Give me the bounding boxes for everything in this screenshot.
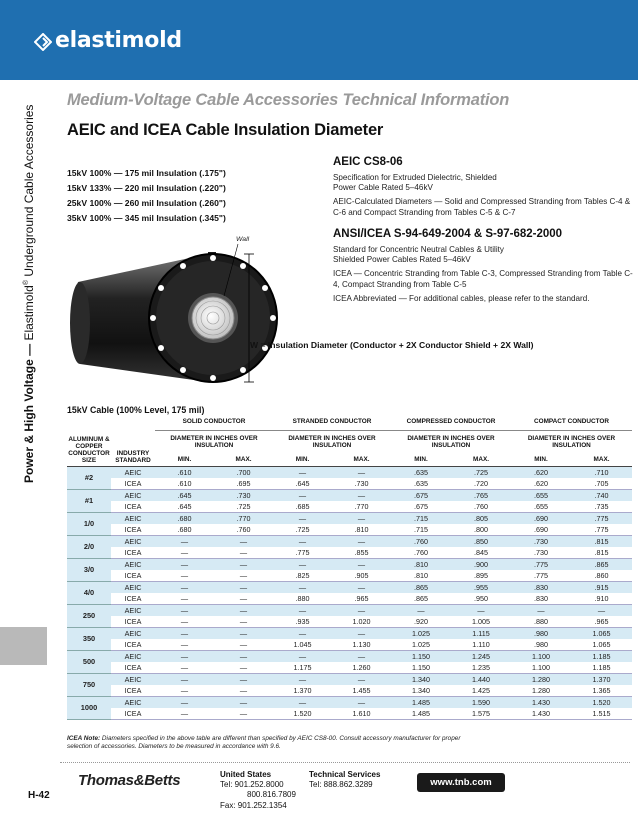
- icea-note: [67, 735, 487, 751]
- value-cell: 1.020: [332, 616, 391, 628]
- conductor-size-cell: 1/0: [67, 512, 111, 535]
- section-tab: [0, 627, 47, 665]
- table-row: [67, 547, 632, 559]
- value-cell: 1.150: [391, 650, 451, 662]
- diameter-subheader: DIAMETER IN INCHES OVER INSULATION: [527, 435, 616, 450]
- table-row: [67, 501, 632, 513]
- value-cell: —: [214, 627, 273, 639]
- value-cell: —: [332, 627, 391, 639]
- icea-title: ANSI/ICEA S-94-649-2004 & S-97-682-2000: [333, 228, 563, 240]
- standard-cell: AEIC: [111, 627, 155, 639]
- value-cell: 1.245: [451, 650, 511, 662]
- value-cell: .880: [511, 616, 571, 628]
- value-cell: —: [214, 558, 273, 570]
- value-cell: —: [273, 673, 332, 685]
- value-cell: .610: [155, 466, 214, 478]
- value-cell: 1.515: [571, 708, 632, 720]
- value-cell: 1.260: [332, 662, 391, 674]
- value-cell: .725: [214, 501, 273, 513]
- value-cell: —: [155, 708, 214, 720]
- value-cell: —: [214, 708, 273, 720]
- value-cell: —: [155, 696, 214, 708]
- table-row: [67, 478, 632, 490]
- value-cell: .680: [155, 524, 214, 536]
- standard-cell: ICEA: [111, 524, 155, 536]
- value-cell: .645: [155, 501, 214, 513]
- value-cell: .865: [391, 581, 451, 593]
- value-cell: .635: [391, 478, 451, 490]
- table-row: [67, 489, 632, 501]
- icea-spec: [333, 228, 633, 308]
- value-cell: —: [155, 581, 214, 593]
- us-fax: Fax: 901.252.1354: [220, 800, 287, 810]
- value-cell: .675: [391, 501, 451, 513]
- value-cell: .690: [511, 512, 571, 524]
- table-row: [67, 466, 632, 478]
- conductor-size-cell: 500: [67, 650, 111, 673]
- elastimold-logo: [34, 28, 182, 53]
- value-cell: .730: [511, 535, 571, 547]
- value-cell: —: [332, 558, 391, 570]
- value-cell: .980: [511, 639, 571, 651]
- insulation-item: 25kV 100% — 260 mil Insulation (.260"): [67, 198, 226, 208]
- value-cell: —: [214, 673, 273, 685]
- value-cell: .710: [571, 466, 632, 478]
- value-cell: —: [214, 696, 273, 708]
- value-cell: —: [214, 639, 273, 651]
- icea-abbrev: ICEA Abbreviated — For additional cables, please refer to the standard.: [333, 293, 590, 303]
- icea-calc: ICEA — Concentric Stranding from Table C-3, Compressed Stranding from Table C-4, Compact Stranding from Table C-5: [333, 269, 633, 289]
- min-header: MIN.: [155, 454, 214, 466]
- standard-cell: AEIC: [111, 581, 155, 593]
- conductor-size-cell: 3/0: [67, 558, 111, 581]
- value-cell: 1.370: [571, 673, 632, 685]
- value-cell: 1.130: [332, 639, 391, 651]
- value-cell: 1.235: [451, 662, 511, 674]
- value-cell: 1.065: [571, 627, 632, 639]
- value-cell: —: [332, 535, 391, 547]
- value-cell: 1.280: [511, 673, 571, 685]
- value-cell: —: [155, 547, 214, 559]
- standard-cell: ICEA: [111, 570, 155, 582]
- value-cell: —: [214, 547, 273, 559]
- value-cell: —: [273, 466, 332, 478]
- value-cell: —: [155, 570, 214, 582]
- insulation-item: 15kV 133% — 220 mil Insulation (.220"): [67, 183, 226, 193]
- value-cell: —: [332, 696, 391, 708]
- value-cell: .730: [511, 547, 571, 559]
- value-cell: .760: [214, 524, 273, 536]
- value-cell: —: [273, 604, 332, 616]
- value-cell: .895: [451, 570, 511, 582]
- diameter-subheader: DIAMETER IN INCHES OVER INSULATION: [288, 435, 376, 450]
- us-contact: [220, 770, 296, 811]
- value-cell: —: [332, 489, 391, 501]
- conductor-size-cell: 2/0: [67, 535, 111, 558]
- value-cell: 1.100: [511, 650, 571, 662]
- value-cell: —: [214, 581, 273, 593]
- diameter-table: [67, 414, 632, 720]
- value-cell: .680: [155, 512, 214, 524]
- value-cell: —: [155, 535, 214, 547]
- table-row: [67, 627, 632, 639]
- value-cell: —: [155, 558, 214, 570]
- value-cell: 1.485: [391, 708, 451, 720]
- value-cell: .855: [332, 547, 391, 559]
- value-cell: 1.185: [571, 650, 632, 662]
- conductor-size-cell: 350: [67, 627, 111, 650]
- value-cell: .775: [571, 512, 632, 524]
- value-cell: —: [214, 616, 273, 628]
- min-header: MIN.: [511, 454, 571, 466]
- value-cell: .800: [451, 524, 511, 536]
- value-cell: 1.575: [451, 708, 511, 720]
- value-cell: —: [155, 685, 214, 697]
- icea-desc: Standard for Concentric Neutral Cables & Utility Shielded Power Cables Rated 5–46kV: [333, 245, 504, 265]
- value-cell: .775: [273, 547, 332, 559]
- value-cell: —: [511, 604, 571, 616]
- standard-cell: ICEA: [111, 478, 155, 490]
- insulation-list: [67, 166, 226, 226]
- value-cell: —: [214, 570, 273, 582]
- value-cell: .775: [571, 524, 632, 536]
- insulation-item: 15kV 100% — 175 mil Insulation (.175"): [67, 168, 226, 178]
- table-title: 15kV Cable (100% Level, 175 mil): [67, 405, 205, 415]
- value-cell: .830: [511, 593, 571, 605]
- value-cell: 1.455: [332, 685, 391, 697]
- standard-cell: AEIC: [111, 604, 155, 616]
- value-cell: .980: [511, 627, 571, 639]
- blank-header: [111, 414, 155, 430]
- standard-cell: AEIC: [111, 535, 155, 547]
- standard-cell: AEIC: [111, 696, 155, 708]
- value-cell: 1.175: [273, 662, 332, 674]
- max-header: MAX.: [214, 454, 273, 466]
- standard-header: INDUSTRY STANDARD: [111, 430, 155, 466]
- value-cell: .815: [571, 547, 632, 559]
- standard-cell: ICEA: [111, 593, 155, 605]
- value-cell: 1.520: [273, 708, 332, 720]
- cable-cross-section-illustration: [58, 232, 358, 402]
- value-cell: .950: [451, 593, 511, 605]
- us-tel: Tel: 901.252.8000: [220, 780, 284, 790]
- value-cell: .695: [214, 478, 273, 490]
- insulation-item: 35kV 100% — 345 mil Insulation (.345"): [67, 213, 226, 223]
- value-cell: .775: [511, 558, 571, 570]
- value-cell: 1.025: [391, 627, 451, 639]
- aeic-spec: [333, 156, 633, 222]
- max-header: MAX.: [451, 454, 511, 466]
- value-cell: .610: [155, 478, 214, 490]
- value-cell: —: [391, 604, 451, 616]
- standard-cell: ICEA: [111, 547, 155, 559]
- value-cell: —: [332, 466, 391, 478]
- value-cell: .620: [511, 478, 571, 490]
- value-cell: 1.430: [511, 696, 571, 708]
- group-header-compressed: COMPRESSED CONDUCTOR: [391, 414, 511, 430]
- value-cell: .805: [451, 512, 511, 524]
- value-cell: .965: [571, 616, 632, 628]
- value-cell: .760: [451, 501, 511, 513]
- value-cell: —: [155, 639, 214, 651]
- side-brand: Elastimold: [22, 285, 36, 341]
- value-cell: .715: [391, 524, 451, 536]
- value-cell: 1.005: [451, 616, 511, 628]
- table-row: [67, 581, 632, 593]
- value-cell: .860: [571, 570, 632, 582]
- value-cell: —: [155, 593, 214, 605]
- max-header: MAX.: [571, 454, 632, 466]
- diameter-subheader: DIAMETER IN INCHES OVER INSULATION: [407, 435, 495, 450]
- value-cell: —: [332, 512, 391, 524]
- value-cell: 1.100: [511, 662, 571, 674]
- value-cell: .810: [332, 524, 391, 536]
- value-cell: .705: [571, 478, 632, 490]
- blank-header: [67, 414, 111, 430]
- value-cell: .730: [332, 478, 391, 490]
- value-cell: .700: [214, 466, 273, 478]
- table-row: [67, 685, 632, 697]
- value-cell: 1.025: [391, 639, 451, 651]
- value-cell: —: [155, 616, 214, 628]
- elastimold-diamond-icon: [34, 32, 52, 50]
- standard-cell: AEIC: [111, 512, 155, 524]
- value-cell: .735: [571, 501, 632, 513]
- value-cell: —: [273, 581, 332, 593]
- table-row: [67, 535, 632, 547]
- value-cell: 1.115: [451, 627, 511, 639]
- value-cell: .760: [391, 547, 451, 559]
- group-header-compact: COMPACT CONDUCTOR: [511, 414, 632, 430]
- conductor-size-cell: 1000: [67, 696, 111, 719]
- value-cell: .740: [571, 489, 632, 501]
- value-cell: .815: [571, 535, 632, 547]
- value-cell: .635: [391, 466, 451, 478]
- page-title: AEIC and ICEA Cable Insulation Diameter: [67, 121, 384, 139]
- value-cell: —: [332, 673, 391, 685]
- value-cell: .620: [511, 466, 571, 478]
- value-cell: 1.430: [511, 708, 571, 720]
- value-cell: .830: [511, 581, 571, 593]
- table-row: [67, 593, 632, 605]
- standard-cell: ICEA: [111, 639, 155, 651]
- value-cell: .900: [451, 558, 511, 570]
- value-cell: 1.340: [391, 685, 451, 697]
- value-cell: —: [155, 604, 214, 616]
- value-cell: .880: [273, 593, 332, 605]
- standard-cell: ICEA: [111, 685, 155, 697]
- value-cell: 1.485: [391, 696, 451, 708]
- table-row: [67, 558, 632, 570]
- conductor-size-cell: #1: [67, 489, 111, 512]
- value-cell: —: [273, 696, 332, 708]
- value-cell: —: [214, 650, 273, 662]
- value-cell: .865: [391, 593, 451, 605]
- side-tail: Underground Cable Accessories: [22, 104, 36, 280]
- value-cell: .645: [273, 478, 332, 490]
- value-cell: —: [273, 535, 332, 547]
- min-header: MIN.: [273, 454, 332, 466]
- value-cell: —: [332, 650, 391, 662]
- value-cell: .760: [391, 535, 451, 547]
- min-header: MIN.: [391, 454, 451, 466]
- value-cell: .810: [391, 558, 451, 570]
- brand-name: elastimold: [55, 28, 182, 53]
- value-cell: 1.110: [451, 639, 511, 651]
- value-cell: .655: [511, 489, 571, 501]
- page-number: H-42: [28, 790, 50, 801]
- note-label: ICEA Note:: [67, 735, 101, 742]
- value-cell: .850: [451, 535, 511, 547]
- value-cell: .645: [155, 489, 214, 501]
- value-cell: —: [273, 512, 332, 524]
- standard-cell: AEIC: [111, 489, 155, 501]
- value-cell: 1.370: [273, 685, 332, 697]
- value-cell: .935: [273, 616, 332, 628]
- standard-cell: ICEA: [111, 501, 155, 513]
- standard-cell: ICEA: [111, 616, 155, 628]
- table-row: [67, 708, 632, 720]
- group-header-solid: SOLID CONDUCTOR: [155, 414, 273, 430]
- table-row: [67, 639, 632, 651]
- tech-tel: Tel: 888.862.3289: [309, 780, 373, 790]
- value-cell: 1.590: [451, 696, 511, 708]
- value-cell: —: [332, 604, 391, 616]
- value-cell: .770: [332, 501, 391, 513]
- tech-contact: [309, 770, 380, 790]
- conductor-size-cell: #2: [67, 466, 111, 489]
- table-row: [67, 673, 632, 685]
- value-cell: .730: [214, 489, 273, 501]
- side-registered: ®: [23, 280, 30, 286]
- group-header-stranded: STRANDED CONDUCTOR: [273, 414, 391, 430]
- side-category-label: [22, 105, 36, 483]
- table-row: [67, 512, 632, 524]
- value-cell: .865: [571, 558, 632, 570]
- table-row: [67, 650, 632, 662]
- value-cell: —: [273, 650, 332, 662]
- value-cell: 1.610: [332, 708, 391, 720]
- standard-cell: ICEA: [111, 708, 155, 720]
- table-row: [67, 616, 632, 628]
- aeic-title: AEIC CS8-06: [333, 156, 403, 168]
- value-cell: .915: [571, 581, 632, 593]
- value-cell: —: [214, 662, 273, 674]
- value-cell: .690: [511, 524, 571, 536]
- value-cell: .810: [391, 570, 451, 582]
- size-header: ALUMINUM & COPPER CONDUCTOR SIZE: [67, 430, 111, 466]
- table-row: [67, 662, 632, 674]
- value-cell: —: [155, 650, 214, 662]
- value-cell: .725: [273, 524, 332, 536]
- value-cell: 1.440: [451, 673, 511, 685]
- value-cell: .715: [391, 512, 451, 524]
- standard-cell: AEIC: [111, 650, 155, 662]
- table-row: [67, 570, 632, 582]
- value-cell: —: [273, 627, 332, 639]
- value-cell: 1.150: [391, 662, 451, 674]
- table-row: [67, 604, 632, 616]
- value-cell: 1.280: [511, 685, 571, 697]
- standard-cell: ICEA: [111, 662, 155, 674]
- side-bold: Power & High Voltage —: [22, 340, 36, 483]
- us-title: United States: [220, 770, 272, 779]
- value-cell: .910: [571, 593, 632, 605]
- value-cell: —: [155, 673, 214, 685]
- value-cell: —: [273, 489, 332, 501]
- table-row: [67, 696, 632, 708]
- value-cell: —: [214, 593, 273, 605]
- value-cell: —: [451, 604, 511, 616]
- value-cell: —: [155, 627, 214, 639]
- value-cell: 1.425: [451, 685, 511, 697]
- value-cell: —: [214, 604, 273, 616]
- standard-cell: AEIC: [111, 466, 155, 478]
- max-header: MAX.: [332, 454, 391, 466]
- aeic-calc: AEIC-Calculated Diameters — Solid and Compressed Stranding from Tables C-4 & C-6 and Compact Stranding from Tables C-5 & C-7: [333, 197, 631, 217]
- diameter-formula-label: W = Insulation Diameter (Conductor + 2X Conductor Shield + 2X Wall): [250, 340, 534, 350]
- value-cell: .955: [451, 581, 511, 593]
- value-cell: .920: [391, 616, 451, 628]
- value-cell: 1.365: [571, 685, 632, 697]
- value-cell: 1.065: [571, 639, 632, 651]
- section-title: Medium-Voltage Cable Accessories Technical Information: [67, 91, 510, 109]
- us-tel2: 800.816.7809: [247, 790, 296, 800]
- wall-label: Wall: [236, 236, 250, 243]
- value-cell: —: [214, 685, 273, 697]
- website-button[interactable]: www.tnb.com: [417, 773, 505, 792]
- tech-title: Technical Services: [309, 770, 381, 779]
- value-cell: .845: [451, 547, 511, 559]
- value-cell: .765: [451, 489, 511, 501]
- header-banner: [0, 0, 638, 80]
- value-cell: .770: [214, 512, 273, 524]
- value-cell: .685: [273, 501, 332, 513]
- aeic-desc: Specification for Extruded Dielectric, Shielded Power Cable Rated 5–46kV: [333, 173, 497, 193]
- standard-cell: AEIC: [111, 558, 155, 570]
- value-cell: —: [273, 558, 332, 570]
- thomas-betts-logo: Thomas&Betts: [78, 772, 181, 789]
- diameter-subheader: DIAMETER IN INCHES OVER INSULATION: [170, 435, 258, 450]
- value-cell: 1.185: [571, 662, 632, 674]
- value-cell: .965: [332, 593, 391, 605]
- value-cell: .905: [332, 570, 391, 582]
- footer-divider: [60, 762, 630, 763]
- value-cell: 1.520: [571, 696, 632, 708]
- value-cell: 1.045: [273, 639, 332, 651]
- value-cell: —: [155, 662, 214, 674]
- conductor-size-cell: 250: [67, 604, 111, 627]
- value-cell: .720: [451, 478, 511, 490]
- conductor-size-cell: 4/0: [67, 581, 111, 604]
- value-cell: .725: [451, 466, 511, 478]
- value-cell: —: [332, 581, 391, 593]
- value-cell: .825: [273, 570, 332, 582]
- value-cell: .775: [511, 570, 571, 582]
- note-text: Diameters specified in the above table are different than specified by AEIC CS8-00. Consult accessory manufacturer for proper selection of accessories. Diameters to be measured in accordance with 9.6.: [67, 735, 461, 751]
- conductor-size-cell: 750: [67, 673, 111, 696]
- value-cell: .655: [511, 501, 571, 513]
- standard-cell: AEIC: [111, 673, 155, 685]
- value-cell: .675: [391, 489, 451, 501]
- value-cell: —: [571, 604, 632, 616]
- table-row: [67, 524, 632, 536]
- value-cell: 1.340: [391, 673, 451, 685]
- value-cell: —: [214, 535, 273, 547]
